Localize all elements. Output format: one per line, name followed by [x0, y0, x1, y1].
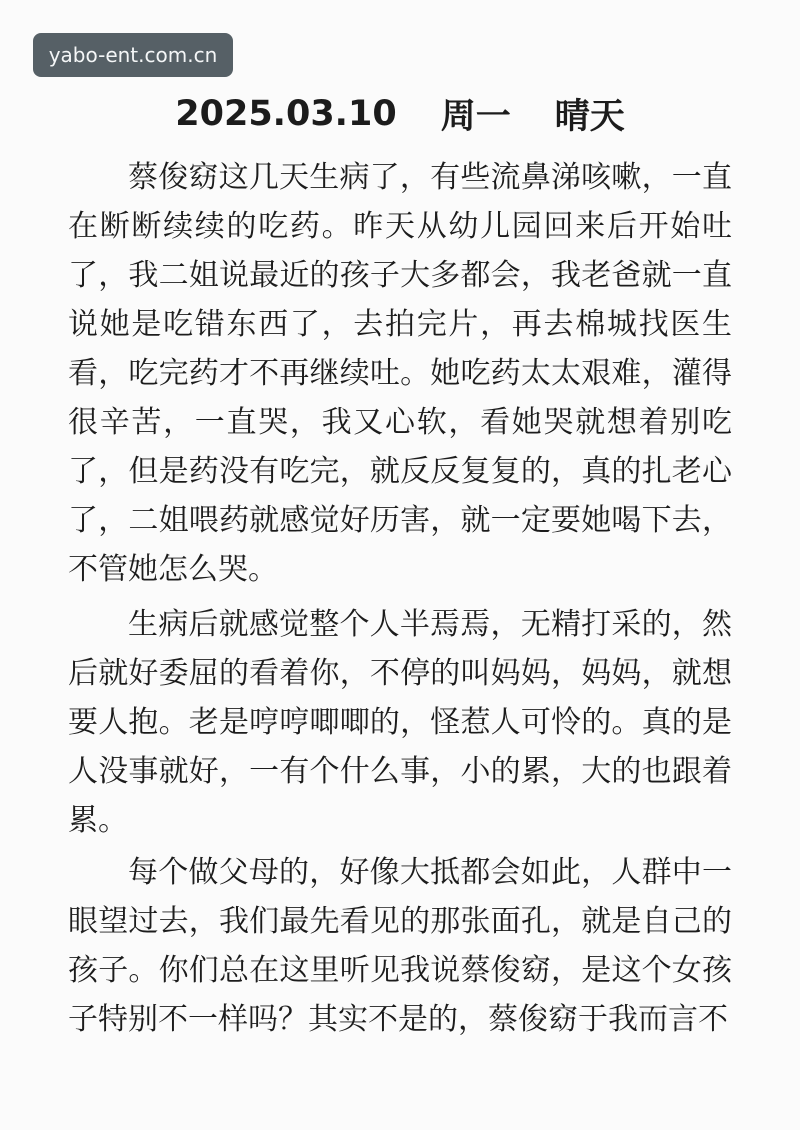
diary-weather: 晴天: [554, 97, 625, 137]
watermark-label: yabo-ent.com.cn: [33, 33, 233, 77]
bottom-fade: [0, 1070, 800, 1130]
diary-paragraph-1: 蔡俊窈这几天生病了，有些流鼻涕咳嗽，一直在断断续续的吃药。昨天从幼儿园回来后开始吐了，我二姐说最近的孩子大多都会，我老爸就一直说她是吃错东西了，去拍完片，再去棉城找医生看，吃完药才不再继续吐。她吃药太太艰难，灌得很辛苦，一直哭，我又心软，看她哭就想着别吃了，但是药没有吃完，就反反复复的，真的扎老心了，二姐喂药就感觉好历害，就一定要她喝下去，不管她怎么哭。: [68, 160, 732, 587]
diary-paragraph-2: 生病后就感觉整个人半焉焉，无精打采的，然后就好委屈的看着你，不停的叫妈妈，妈妈，就想要人抱。老是哼哼唧唧的，怪惹人可怜的。真的是人没事就好，一有个什么事，小的累，大的也跟着累。: [68, 607, 732, 838]
diary-header: [0, 84, 800, 144]
diary-weekday: 周一: [440, 97, 511, 137]
diary-paragraph-3: 每个做父母的，好像大抵都会如此，人群中一眼望过去，我们最先看见的那张面孔，就是自己的孩子。你们总在这里听见我说蔡俊窈，是这个女孩子特别不一样吗？其实不是的，蔡俊窈于我而言不: [68, 855, 732, 1037]
diary-date: 2025.03.10: [175, 94, 397, 134]
